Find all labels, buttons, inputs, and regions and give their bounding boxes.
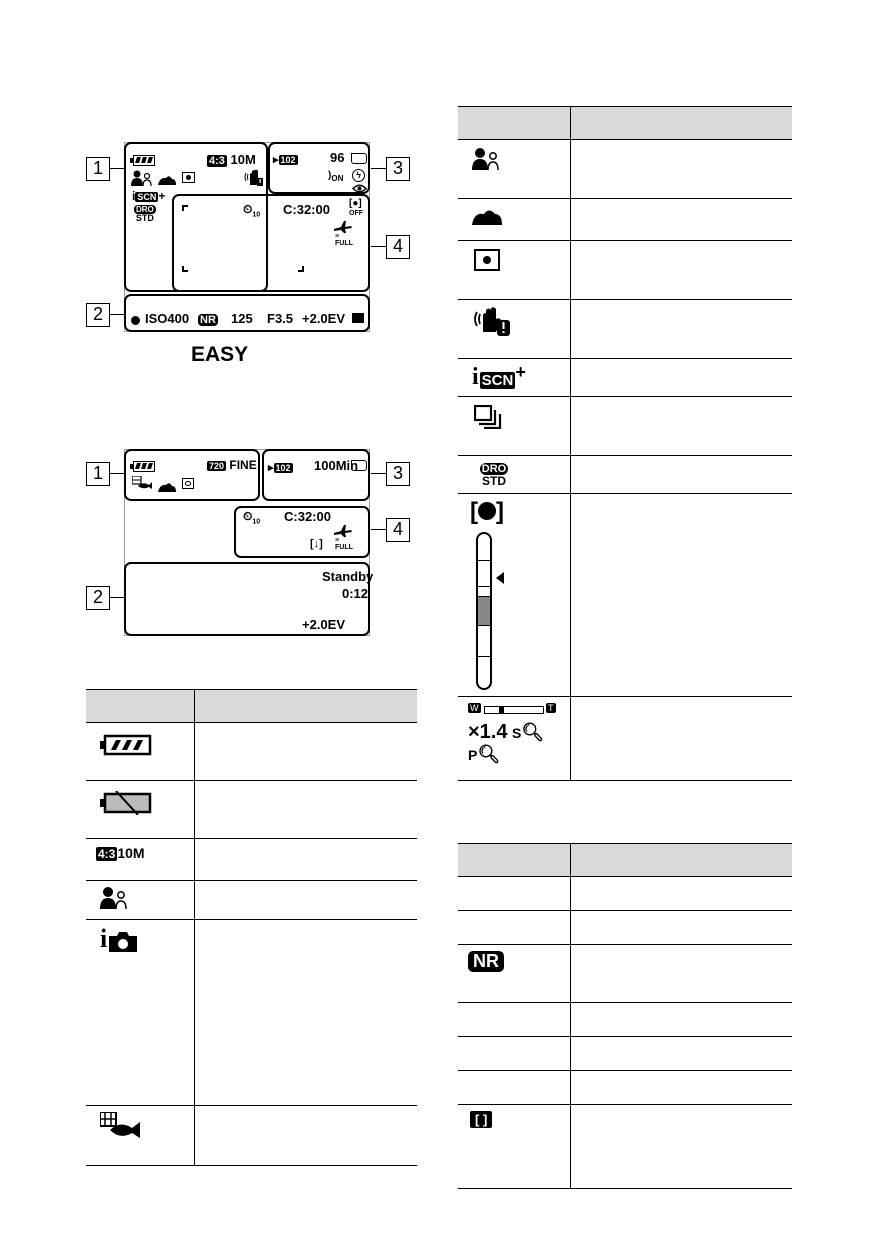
folder-indicator: ▸ 102 [268, 462, 291, 474]
status-text: Standby [322, 569, 374, 584]
table-row [458, 359, 792, 397]
face-detection-indicator: [●] OFF [349, 198, 363, 217]
precision-zoom: P🔍︎ [468, 744, 501, 764]
image-size-indicator: 4:3 10M [209, 152, 256, 167]
folder-indicator: ▸ 102 [273, 154, 296, 166]
table-row [458, 300, 792, 359]
table-row [458, 1003, 792, 1037]
screen2-zone-3 [262, 449, 370, 501]
af-corner [182, 205, 188, 211]
table-row [458, 456, 792, 494]
table-row [458, 1071, 792, 1105]
landscape-scene-icon [472, 207, 562, 225]
indicator-table-right-top [458, 106, 792, 781]
af-frame-icon: [ ] [470, 1111, 562, 1129]
table-header [86, 690, 417, 723]
dro-icon: DRO STD [135, 205, 154, 223]
metering-icon [182, 478, 194, 489]
callout-3: 3 [386, 462, 410, 486]
camera-shake-warning-icon [472, 306, 562, 336]
full-indicator: ≡ FULL [335, 233, 353, 247]
smart-zoom-icon: 🔍︎ [521, 722, 545, 742]
table-row [458, 1037, 792, 1071]
smile-detection-icon: [ ] [470, 498, 504, 525]
table-row [458, 494, 792, 697]
table-row [86, 723, 417, 781]
image-size-icon: 4:3 10M [98, 845, 145, 861]
movie-quality-indicator: 720 FINE [209, 458, 257, 472]
elapsed-time: 0:12 [342, 586, 369, 601]
flash-indicator: )$_{ON}$ [328, 170, 344, 183]
table-row [458, 1105, 792, 1189]
nr-icon: NR [468, 951, 562, 972]
nr-indicator: NR [200, 314, 216, 326]
leader-line [371, 246, 386, 247]
self-timer-indicator: $⏲_{10}$ [243, 509, 261, 526]
callout-3: 3 [386, 157, 410, 181]
af-corner [298, 266, 304, 272]
table-row [458, 877, 792, 911]
burst-icon [474, 405, 562, 429]
indicator-table-left [86, 689, 417, 1166]
recording-time: C:32:00 [283, 202, 330, 217]
leader-line [371, 473, 386, 474]
easy-label: EASY [191, 343, 249, 366]
battery-icon [133, 155, 155, 166]
callout-4: 4 [386, 235, 410, 259]
callout-4: 4 [386, 518, 410, 542]
movie-underwater-icon [132, 476, 152, 490]
remaining-shots: 96 [330, 150, 345, 165]
portrait-scene-icon [131, 170, 153, 186]
smile-sensitivity-gauge [476, 532, 492, 690]
scene-recognition-icon: i SCN + [132, 189, 166, 203]
table-row [458, 697, 792, 781]
remaining-time: 100Min [314, 458, 359, 473]
table-row [458, 140, 792, 199]
recording-time: C:32:00 [284, 509, 331, 524]
exposure-value: +2.0EV [302, 311, 346, 326]
aperture-value: F3.5 [267, 311, 294, 326]
callout-2: 2 [86, 303, 110, 327]
table-row [86, 839, 417, 881]
battery-icon [100, 733, 152, 757]
table-header [458, 844, 792, 877]
af-corner [182, 266, 188, 272]
dro-icon: DRO STD [481, 463, 507, 488]
callout-1: 1 [86, 157, 110, 181]
af-frame-icon [352, 313, 364, 323]
battery-empty-icon [100, 791, 186, 815]
zoom-value: ×1.4 S🔍︎ [468, 721, 545, 743]
table-row [458, 945, 792, 1003]
shutter-speed: 125 [231, 311, 253, 326]
full-indicator: ≡ FULL [335, 537, 353, 551]
landscape-scene-icon [158, 174, 176, 185]
self-timer-indicator: $⏲_{10}$ [243, 202, 261, 219]
movie-underwater-icon [100, 1112, 186, 1138]
table-row [458, 911, 792, 945]
memory-card-icon [351, 153, 367, 164]
screen2-zone-1 [124, 449, 260, 501]
table-header [458, 107, 792, 140]
portrait-scene-icon [472, 148, 562, 170]
battery-icon [133, 461, 155, 472]
table-row [458, 241, 792, 300]
scene-recognition-icon: i SCN + [472, 362, 526, 390]
memory-card-icon [351, 460, 367, 471]
camera-shake-warning-icon [244, 169, 264, 186]
airplane-icon [334, 525, 352, 537]
indicator-table-right-bottom [458, 843, 792, 1189]
intelligent-auto-icon: i [100, 926, 186, 952]
sensitivity-pointer-icon [496, 572, 504, 584]
table-row [86, 881, 417, 920]
flash-off-icon: ϟ [352, 169, 365, 182]
spot-metering-icon [182, 172, 195, 183]
table-row [86, 920, 417, 1106]
callout-2: 2 [86, 586, 110, 610]
airplane-icon [334, 221, 352, 233]
landscape-scene-icon [158, 481, 176, 492]
spot-metering-icon [474, 249, 500, 271]
precision-zoom-icon: 🔍︎ [477, 744, 501, 764]
exposure-value: +2.0EV [302, 617, 346, 632]
zoom-scale-icon: W T [470, 703, 554, 713]
table-row [86, 1106, 417, 1166]
table-row [458, 199, 792, 241]
table-row [86, 781, 417, 839]
red-eye-icon [352, 184, 367, 193]
wind-noise-icon: [↓] [310, 538, 323, 550]
callout-1: 1 [86, 462, 110, 486]
leader-line [371, 168, 386, 169]
leader-line [371, 529, 386, 530]
table-row [458, 397, 792, 456]
portrait-scene-icon [100, 887, 186, 909]
iso-value: ISO400 [145, 311, 190, 326]
recording-dot-icon [131, 316, 140, 325]
